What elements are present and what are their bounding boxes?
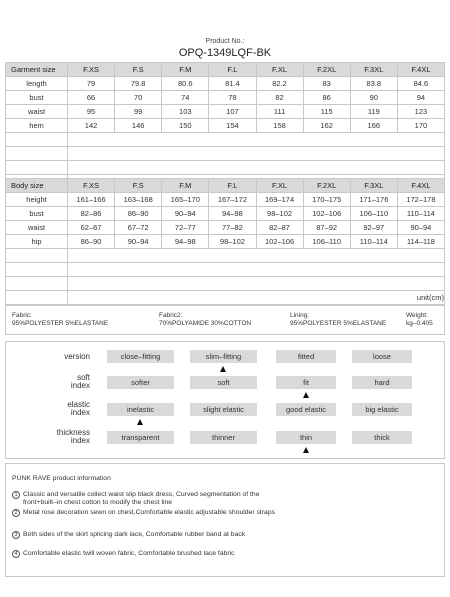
table-cell: 79 [68,77,115,91]
attribute-option: close–fitting [107,350,174,363]
body-table-header-cell: F.XL [256,179,303,193]
table-cell: 95 [68,105,115,119]
table-cell: 98–102 [256,207,303,221]
unit-row [6,291,445,305]
body-table-header-cell: F.L [209,179,256,193]
attribute-label-line: index [70,408,90,417]
garment-table-header-cell: F.2XL [303,63,350,77]
body-table-header-cell: Body size [6,179,68,193]
info-item-text [23,491,260,507]
attribute-label-line: index [70,436,90,445]
table-cell: 87–92 [303,221,350,235]
fabric-2-value: 70%POLYAMIDE 30%COTTON [159,320,252,327]
table-row [6,105,445,119]
table-cell: 103 [162,105,209,119]
selected-marker-icon [303,392,309,398]
garment-table-header-cell: F.M [162,63,209,77]
table-cell: 110–114 [350,235,397,249]
table-row [6,207,445,221]
body-table-header-row [6,179,445,193]
table-cell: 158 [256,119,303,133]
empty-row [6,263,445,277]
row-label: waist [6,105,68,119]
body-table-header-cell: F.M [162,179,209,193]
table-cell: 171–176 [350,193,397,207]
weight-label: Weight: [406,312,428,319]
table-cell: 83.8 [350,77,397,91]
table-cell: 70 [115,91,162,105]
table-cell: 79.8 [115,77,162,91]
table-cell: 115 [303,105,350,119]
table-cell: 102–106 [256,235,303,249]
attribute-option: softer [107,376,174,389]
attribute-option: hard [352,376,412,389]
info-item-line: Metal rose decoration sewn on chest,Comfortable elastic adjustable shoulder straps [23,509,275,516]
table-cell: 154 [209,119,256,133]
table-cell: 98–102 [209,235,256,249]
attribute-option: thin [276,431,336,444]
unit-label: unit(cm) [68,291,445,305]
attribute-option: fitted [276,350,336,363]
table-cell: 66 [68,91,115,105]
attribute-option: good elastic [276,403,336,416]
empty-row [6,249,445,263]
table-cell: 169–174 [256,193,303,207]
row-label: bust [6,91,68,105]
info-item [12,491,260,507]
attribute-option: thick [352,431,412,444]
table-cell: 72–77 [162,221,209,235]
row-label: height [6,193,68,207]
attribute-label-line: index [70,381,90,390]
info-item-text [23,509,275,517]
row-label: length [6,77,68,91]
info-item [12,509,275,517]
empty-row [6,161,445,175]
empty-cell [6,133,68,147]
table-cell: 78 [209,91,256,105]
info-item [12,531,245,539]
table-row [6,77,445,91]
selected-marker-icon [137,419,143,425]
attribute-option: inelastic [107,403,174,416]
attribute-option: slim–fitting [190,350,257,363]
table-cell: 123 [397,105,444,119]
table-cell: 82.2 [256,77,303,91]
row-label: hem [6,119,68,133]
selected-marker-icon [220,366,226,372]
empty-cell [6,277,68,291]
garment-table-header-cell: F.3XL [350,63,397,77]
table-cell: 90–94 [162,207,209,221]
table-cell: 90–94 [115,235,162,249]
table-cell: 170–175 [303,193,350,207]
attribute-option: slight elastic [190,403,257,416]
body-table-header-cell: F.3XL [350,179,397,193]
attribute-label [6,429,90,445]
fabric-2-label: Fabric2: [159,312,183,319]
empty-cell [68,277,445,291]
body-table-header-cell: F.XS [68,179,115,193]
table-cell: 81.4 [209,77,256,91]
table-cell: 114–118 [397,235,444,249]
empty-cell [6,249,68,263]
circled-number-icon: 1 [12,491,20,499]
table-cell: 77–82 [209,221,256,235]
info-item-text [23,531,245,539]
table-row [6,119,445,133]
table-cell: 86 [303,91,350,105]
table-cell: 94 [397,91,444,105]
table-cell: 146 [115,119,162,133]
empty-row [6,133,445,147]
attribute-scales-box [5,341,445,459]
info-item-line: front+built–in chest cotton to modify the chest line [23,499,173,506]
row-label: hip [6,235,68,249]
table-cell: 163–168 [115,193,162,207]
empty-cell [6,291,68,305]
fabric-1 [12,312,108,328]
attribute-label-line: elastic [67,400,90,409]
table-cell: 82–87 [256,221,303,235]
table-cell: 162 [303,119,350,133]
table-cell: 94–98 [209,207,256,221]
attribute-label-line: thickness [56,428,90,437]
garment-table-header-row [6,63,445,77]
table-cell: 167–172 [209,193,256,207]
attribute-label [6,353,90,361]
table-row [6,235,445,249]
circled-number-icon: 2 [12,509,20,517]
table-cell: 67–72 [115,221,162,235]
table-row [6,193,445,207]
weight [406,312,433,328]
attribute-option: loose [352,350,412,363]
row-label: bust [6,207,68,221]
empty-cell [68,133,445,147]
table-cell: 86–90 [115,207,162,221]
table-cell: 82–86 [68,207,115,221]
lining-value: 95%POLYESTER 5%ELASTANE [290,320,387,327]
empty-cell [6,161,68,175]
product-number: OPQ-1349LQF-BK [178,47,272,59]
garment-table-header-cell: Garment size [6,63,68,77]
weight-value: kg–0.405 [406,320,433,327]
circled-number-icon: 4 [12,550,20,558]
info-item [12,550,235,558]
empty-cell [6,147,68,161]
table-cell: 94–98 [162,235,209,249]
attribute-option: big elastic [352,403,412,416]
empty-row [6,277,445,291]
table-cell: 106–110 [303,235,350,249]
garment-table-header-cell: F.L [209,63,256,77]
body-table-header-cell: F.S [115,179,162,193]
attribute-option: soft [190,376,257,389]
table-cell: 165–170 [162,193,209,207]
attribute-label [6,401,90,417]
table-cell: 172–178 [397,193,444,207]
fabric-1-value: 95%POLYESTER 5%ELASTANE [12,320,109,327]
body-table-header-cell: F.2XL [303,179,350,193]
table-cell: 119 [350,105,397,119]
row-label: waist [6,221,68,235]
info-item-text [23,550,235,558]
info-title: PUNK RAVE product information [12,475,111,482]
table-cell: 74 [162,91,209,105]
lining-label: Lining: [290,312,310,319]
empty-cell [68,249,445,263]
table-cell: 150 [162,119,209,133]
attribute-label [6,374,90,390]
table-cell: 80.6 [162,77,209,91]
info-item-line: Both sides of the skirt splicing dark lace, Comfortable rubber band at back [23,531,246,538]
attribute-label-line: soft [77,373,90,382]
table-cell: 106–110 [350,207,397,221]
table-cell: 90–94 [397,221,444,235]
table-cell: 62–67 [68,221,115,235]
empty-cell [68,161,445,175]
table-cell: 111 [256,105,303,119]
table-cell: 99 [115,105,162,119]
garment-size-table [5,62,445,189]
table-cell: 142 [68,119,115,133]
body-table-header-cell: F.4XL [397,179,444,193]
table-cell: 92–97 [350,221,397,235]
table-cell: 83 [303,77,350,91]
table-row [6,221,445,235]
garment-table-header-cell: F.S [115,63,162,77]
table-cell: 82 [256,91,303,105]
garment-table-header-cell: F.4XL [397,63,444,77]
product-info-box [5,463,445,577]
empty-cell [6,263,68,277]
selected-marker-icon [303,447,309,453]
table-cell: 102–106 [303,207,350,221]
attribute-label-line: version [64,352,90,361]
table-row [6,91,445,105]
table-cell: 161–166 [68,193,115,207]
product-number-label: Product No.: [205,38,245,45]
empty-row [6,147,445,161]
garment-table-header-cell: F.XS [68,63,115,77]
table-cell: 110–114 [397,207,444,221]
lining [290,312,386,328]
table-cell: 166 [350,119,397,133]
table-cell: 86–90 [68,235,115,249]
circled-number-icon: 3 [12,531,20,539]
fabric-1-label: Fabric: [12,312,32,319]
product-header [0,38,450,59]
table-cell: 107 [209,105,256,119]
info-item-line: Classic and versatile collect waist slip black dress, Curved segmentation of the [23,491,260,498]
table-cell: 170 [397,119,444,133]
fabric-2 [159,312,251,328]
attribute-option: thinner [190,431,257,444]
info-item-line: Comfortable elastic twill woven fabric, Comfortable brushed lace fabric [23,550,235,557]
fabric-info-box [5,305,445,335]
garment-table-header-cell: F.XL [256,63,303,77]
empty-cell [68,263,445,277]
table-cell: 84.6 [397,77,444,91]
empty-cell [68,147,445,161]
body-size-table [5,178,445,305]
attribute-option: fit [276,376,336,389]
attribute-option: transparent [107,431,174,444]
table-cell: 90 [350,91,397,105]
